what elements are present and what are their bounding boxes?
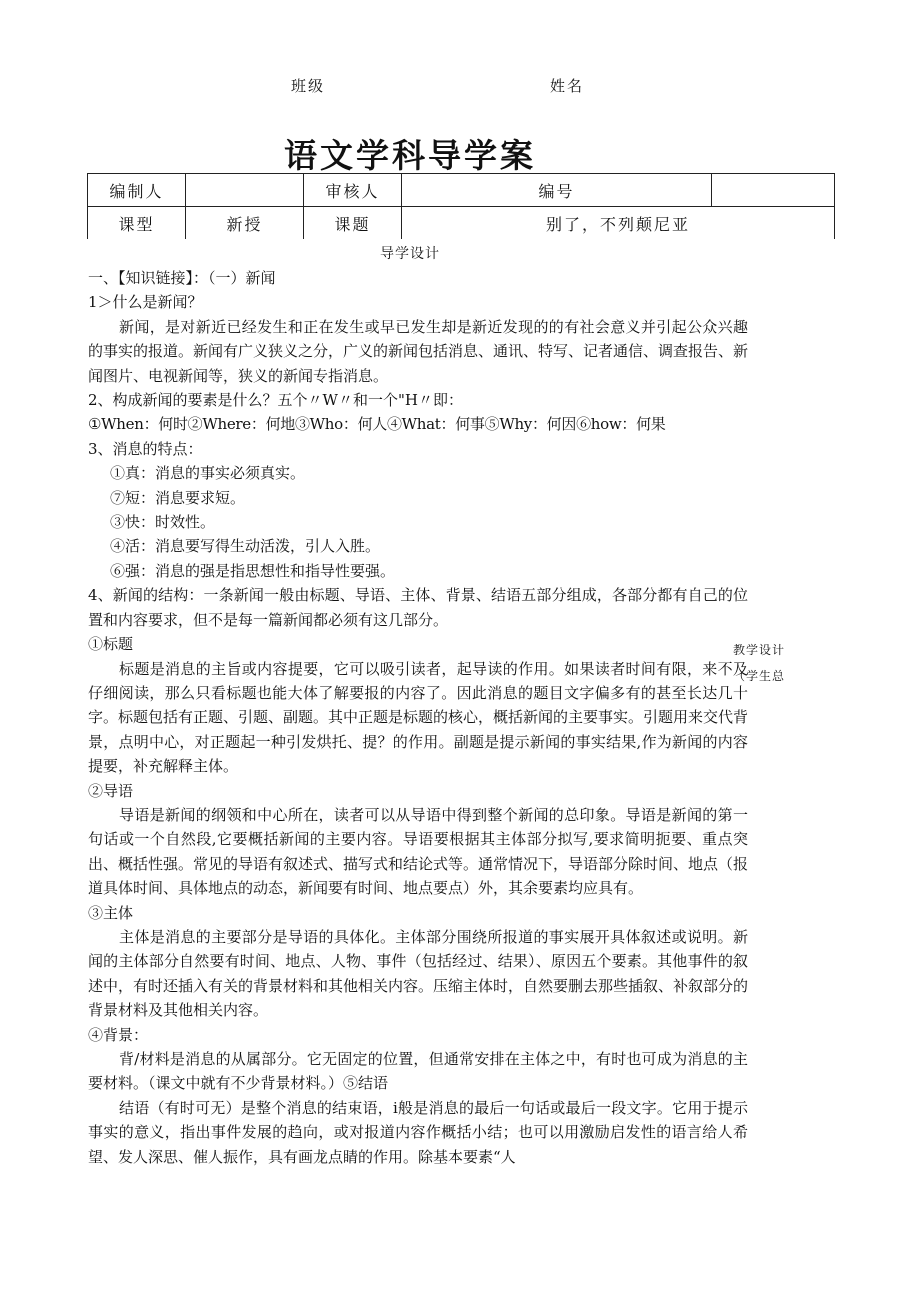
- paragraph-lead: 导语是新闻的纲领和中心所在，读者可以从导语中得到整个新闻的总印象。导语是新闻的第一句话或一个自然段,它要概括新闻的主要内容。导语要根据其主体部分拟写,要求简明扼要、重点突出、概括性强。常见的导语有叙述式、描写式和结论式等。通常情况下，导语部分除时间、地点（报道具体时间、具体地点的动态，新闻要有时间、地点要点）外，其余要素均应具有。: [88, 805, 749, 898]
- question-3: 3、消息的特点：: [88, 439, 203, 458]
- paragraph-background: 背/材料是消息的从属部分。它无固定的位置，但通常安排在主体之中，有时也可成为消息的主要材料。（课文中就有不少背景材料。）⑤结语: [88, 1050, 748, 1093]
- list-item: ①真：消息的事实必须真实。: [110, 464, 306, 483]
- heading-body: ③主体: [88, 903, 134, 922]
- paragraph-news-definition: 新闻，是对新近已经发生和正在发生或早已发生却是新近发现的的有社会意义并引起公众兴趣的事实的报道。新闻有广义狭义之分，广义的新闻包括消息、通讯、特写、记者通信、调查报告、新闻图片、电视新闻等，狭义的新闻专指消息。: [88, 317, 749, 385]
- name-label: 姓名: [550, 77, 585, 95]
- author-label: 编制人: [88, 174, 186, 207]
- question-2: 2、构成新闻的要素是什么？五个〃W〃和一个"H〃即：: [88, 391, 463, 410]
- paragraph-body: 主体是消息的主要部分是导语的具体化。主体部分围绕所报道的事实展开具体叙述或说明。新闻的主体部分自然要有时间、地点、人物、事件（包括经过、结果）、原因五个要素。其他事件的叙述中，有时还插入有关的背景材料和其他相关内容。压缩主体时，自然要删去那些插叙、补叙部分的背景材料及其他相关内容。: [88, 927, 749, 1020]
- heading-title: ①标题: [88, 635, 134, 654]
- meta-table: [87, 173, 835, 239]
- heading-lead: ②导语: [88, 781, 134, 800]
- number-value: [712, 174, 835, 207]
- class-label: 班级: [291, 77, 326, 95]
- margin-note-2: （学生总: [733, 669, 786, 683]
- topic-value: 别了，不列颠尼亚: [402, 207, 835, 240]
- main-content: [88, 266, 748, 1169]
- type-value: 新授: [186, 207, 304, 240]
- list-item: ③快：时效性。: [110, 513, 216, 532]
- paragraph-ending: 结语（有时可无）是整个消息的结束语，i般是消息的最后一句话或最后一段文字。它用于提示事实的意义，指出事件发展的趋向，或对报道内容作概括小结；也可以用激励启发性的语言给人希望、发人深思、催人振作，具有画龙点睛的作用。除基本要素“人: [88, 1098, 748, 1166]
- list-item: ④活：消息要写得生动活泼，引人入胜。: [110, 537, 381, 556]
- number-label: 编号: [402, 174, 712, 207]
- paragraph-title: 标题是消息的主旨或内容提要，它可以吸引读者，起导读的作用。如果读者时间有限，来不及仔细阅读，那么只看标题也能大体了解要报的内容了。因此消息的题目文字偏多有的甚至长达几十字。标题包括有正题、引题、副题。其中正题是标题的核心，概括新闻的主要事实。引题用来交代背景，点明中心，对正题起一种引发烘托、提？的作用。副题是提示新闻的事实结果,作为新闻的内容提要，补充解释主体。: [88, 659, 749, 776]
- page-title: 语文学科导学案: [284, 136, 536, 175]
- question-4: 4、新闻的结构：一条新闻一般由标题、导语、主体、背景、结语五部分组成，各部分都有自己的位置和内容要求，但不是每一篇新闻都必须有这几部分。: [88, 586, 748, 629]
- topic-label: 课题: [304, 207, 402, 240]
- author-value: [186, 174, 304, 207]
- type-label: 课型: [88, 207, 186, 240]
- paragraph-five-w: ①When：何时②Where：何地③Who：何人④What：何事⑤Why：何因⑥how：何果: [88, 415, 666, 434]
- heading-background: ④背景：: [88, 1025, 149, 1044]
- section-heading: 一、【知识链接】：（一）新闻: [88, 269, 276, 287]
- guide-heading: 导学设计: [380, 246, 440, 262]
- list-item: ⑦短：消息要求短。: [110, 488, 246, 507]
- list-item: ⑥强：消息的强是指思想性和指导性要强。: [110, 561, 396, 580]
- reviewer-label: 审核人: [304, 174, 402, 207]
- margin-note-1: 教学设计: [733, 643, 786, 657]
- question-1: 1＞什么是新闻？: [88, 293, 203, 312]
